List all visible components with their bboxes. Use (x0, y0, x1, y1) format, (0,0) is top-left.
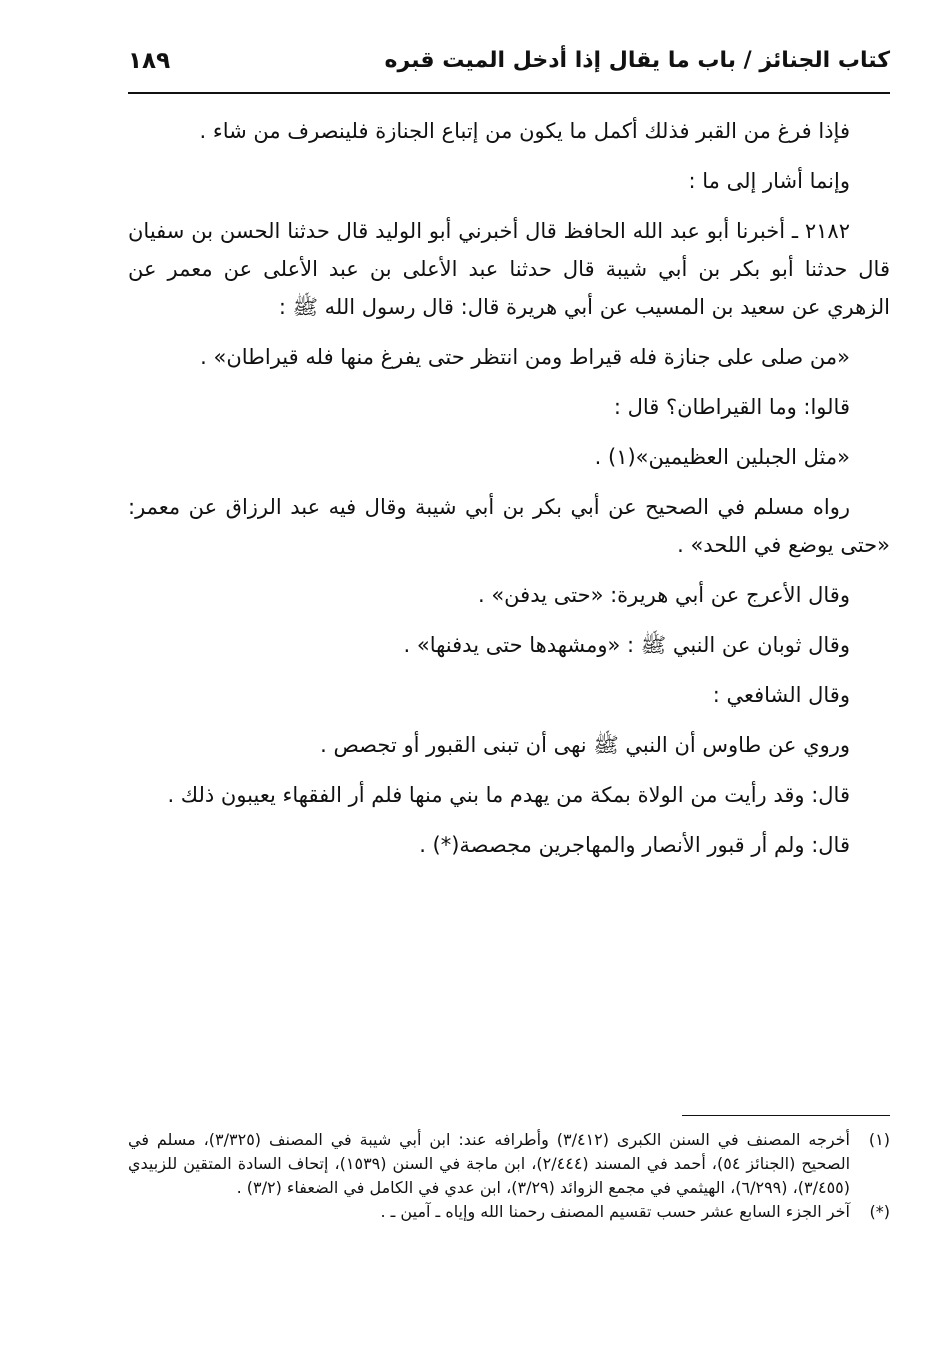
footnote-text: آخر الجزء السابع عشر حسب تقسيم المصنف رحمنا الله وإياه ـ آمين ـ . (380, 1202, 850, 1221)
paragraph: قال: ولم أر قبور الأنصار والمهاجرين مجصصة(*) . (419, 833, 850, 857)
footnote (128, 1200, 890, 1224)
footnote-marker: (*) (869, 1202, 890, 1221)
paragraph: وقال الشافعي : (712, 683, 850, 707)
page-number: ١٨٩ (128, 48, 171, 74)
chapter-title: كتاب الجنائز / باب ما يقال إذا أدخل الميت قبره (384, 48, 890, 73)
paragraph: وقال الأعرج عن أبي هريرة: «حتى يدفن» . (477, 583, 850, 607)
hadith-text: «من صلى على جنازة فله قيراط ومن انتظر حتى يفرغ منها فله قيراطان» . (200, 345, 850, 369)
paragraph: قالوا: وما القيراطان؟ قال : (613, 395, 850, 419)
hadith-text: «مثل الجبلين العظيمين»(١) . (594, 445, 850, 469)
paragraph: وإنما أشار إلى ما : (688, 169, 850, 193)
footnote-text: أخرجه المصنف في السنن الكبرى (٣/٤١٢) وأطرافه عند: ابن أبي شيبة في المصنف (٣/٣٢٥)، مسلم في الصحيح (الجنائز ٥٤)، أحمد في المسند (٢/٤٤٤)، ابن ماجة في السنن (١٥٣٩)، إتحاف السادة المتقين للزبيدي (٣/٤٥٥)، (٦/٢٩٩)، الهيثمي في مجمع الزوائد (٣/٢٩)، ابن عدي في الكامل في الضعفاء (٣/٢) . (128, 1130, 851, 1197)
footnote (128, 1128, 890, 1200)
footnote-marker: (١) (868, 1130, 890, 1149)
main-text (128, 112, 890, 864)
header-divider (128, 92, 890, 94)
running-header (128, 42, 890, 92)
paragraph: وقال ثوبان عن النبي ﷺ : «ومشهدها حتى يدفنها» . (403, 633, 850, 657)
paragraph: فإذا فرغ من القبر فذلك أكمل ما يكون من إتباع الجنازة فلينصرف من شاء . (199, 119, 850, 143)
paragraph: قال: وقد رأيت من الولاة بمكة من يهدم ما بني منها فلم أر الفقهاء يعيبون ذلك . (167, 783, 850, 807)
hadith-isnad: ٢١٨٢ ـ أخبرنا أبو عبد الله الحافظ قال أخبرني أبو الوليد قال حدثنا الحسن بن سفيان قال حدثنا أبو بكر بن أبي شيبة قال حدثنا عبد الأعلى بن عبد الأعلى عن معمر عن الزهري عن سعيد بن المسيب عن أبي هريرة قال: قال رسول الله ﷺ : (128, 219, 890, 319)
paragraph: وروي عن طاوس أن النبي ﷺ نهى أن تبنى القبور أو تجصص . (320, 733, 850, 757)
paragraph: رواه مسلم في الصحيح عن أبي بكر بن أبي شيبة وقال فيه عبد الرزاق عن معمر: «حتى يوضع في اللحد» . (128, 495, 890, 557)
footnote-divider (682, 1115, 890, 1116)
footnotes (128, 1128, 890, 1224)
